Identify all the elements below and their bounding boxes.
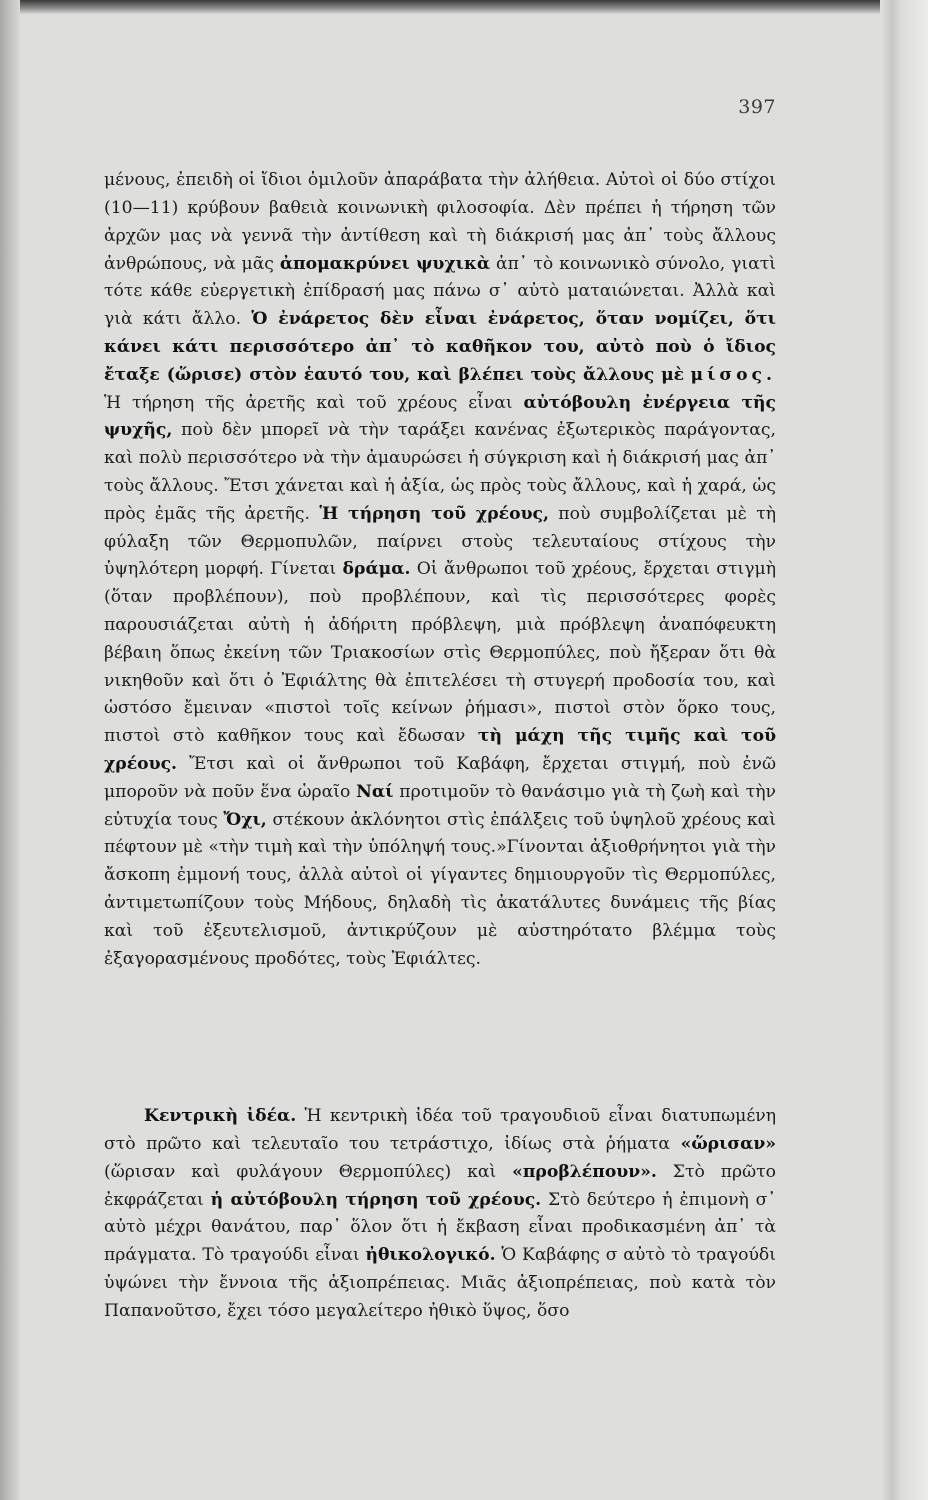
bold-phrase: Ἡ τήρηση τοῦ χρέους, xyxy=(319,503,549,524)
text-run: μένους, ἐπειδὴ οἱ ἴδιοι ὁμιλοῦν ἀπαράβατα τὴν ἀλήθεια. Αὐτοὶ οἱ δύο στίχοι (10—11) κρύβουν βαθειὰ κοινωνικὴ φιλοσοφία. Δὲν πρέπει ἡ τήρηση τῶν ἀρχῶν μας νὰ γεννᾶ τὴν ἀντίθεση καὶ τὴ διάκρισή μας ἀπ᾽ τοὺς ἄλλους ἀνθρώπους, νὰ μᾶς xyxy=(104,170,776,274)
section-heading-central-idea: Κεντρικὴ ἰδέα. xyxy=(144,1106,297,1127)
text-run: Ἡ κεντρικὴ ἰδέα τοῦ τραγουδιοῦ εἶναι διατυπωμένη στὸ πρῶτο καὶ τελευταῖο του τετράστιχο, ἰδίως στὰ ῥήματα xyxy=(104,1106,776,1154)
bold-phrase: Ναί xyxy=(356,781,394,802)
scan-left-edge-shadow xyxy=(0,0,20,1500)
bold-phrase: αὐτόβουλη ἐνέργεια τῆς ψυχῆς, xyxy=(104,392,776,441)
bold-phrase: ἡ αὐτόβουλη τήρηση τοῦ χρέους. xyxy=(210,1189,542,1210)
text-run: ἀπ᾽ τὸ κοινωνικὸ σύνολο, γιατὶ τότε κάθε εὐεργετικὴ ἐπίδρασή μας πάνω σ᾽ αὐτὸ ματαιώνεται. Ἀλλὰ καὶ γιὰ κάτι ἄλλο. xyxy=(104,253,776,330)
text-run: Στὸ δεύτερο ἡ ἐπιμονὴ σ᾽ αὐτὸ μέχρι θανάτου, παρ᾽ ὅλον ὅτι ἡ ἔκβαση εἶναι προδικασμένη ἀπ᾽ τὰ πράγματα. Τὸ τραγούδι εἶναι xyxy=(104,1189,776,1266)
page-number: 397 xyxy=(738,96,776,118)
bold-phrase: «προβλέπουν». xyxy=(512,1161,657,1182)
text-run: Ὁ Καβάφης σ αὐτὸ τὸ τραγούδι ὑψώνει τὴν ἔννοια τῆς ἀξιοπρέπειας. Μιᾶς ἀξιοπρέπειας, ποὺ κατὰ τὸν Παπανοῦτσο, ἔχει τόσο μεγαλείτερο ἠθικὸ ὕψος, ὅσο xyxy=(104,1245,776,1321)
text-run: Ἔτσι καὶ οἱ ἄνθρωποι τοῦ Καβάφη, ἔρχεται στιγμή, ποὺ ἐνῶ μποροῦν νὰ ποῦν ἕνα ὡραῖο xyxy=(104,753,776,802)
scan-right-edge-fold xyxy=(880,0,928,1500)
text-run: στέκουν ἀκλόνητοι στὶς ἐπάλξεις τοῦ ὑψηλοῦ χρέους καὶ πέφτουν μὲ «τὴν τιμὴ καὶ τὴν ὑπόληψή τους.»Γίνονται ἀξιοθρήνητοι γιὰ τὴν ἄσκοπη ἐμμονή τους, ἀλλὰ αὐτοὶ οἱ γίγαντες δημιουργοῦν τὶς Θερμοπύλες, ἀντιμετωπίζουν τοὺς Μήδους, δηλαδὴ τὶς ἀκατάλυτες δυνάμεις τῆς βίας καὶ τοῦ ἐξευτελισμοῦ, ἀντικρύζουν μὲ αὐστηρότατο βλέμμα τοὺς ἐξαγορασμένους προδότες, τοὺς Ἐφιάλτες. xyxy=(104,809,776,969)
bold-phrase: ἀπομακρύνει ψυχικὰ xyxy=(279,253,491,274)
bold-phrase: Ὄχι, xyxy=(223,809,267,830)
text-run: ποὺ δὲν μπορεῖ νὰ τὴν ταράξει κανένας ἐξωτερικὸς παράγοντας, καὶ πολὺ περισσότερο νὰ τὴν ἀμαυρώσει ἡ σύγκριση καὶ ἡ διάκρισή μας ἀπ᾽ τοὺς ἄλλους. Ἔτσι χάνεται καὶ ἡ ἀξία, ὡς πρὸς τοὺς ἄλλους, καὶ ἡ χαρά, ὡς πρὸς ἐμᾶς τῆς ἀρετῆς. xyxy=(104,420,776,524)
bold-spaced-word: μίσος. xyxy=(690,364,776,385)
bold-phrase: δράμα. xyxy=(342,559,411,580)
book-page xyxy=(104,86,776,1466)
text-run: Οἱ ἄνθρωποι τοῦ χρέους, ἔρχεται στιγμὴ (ὅταν προβλέπουν), ποὺ προβλέπουν, καὶ τὶς περισσότερες φορὲς παρουσιάζεται αὐτὴ ἡ ἀδήριτη πρόβλεψη, μιὰ πρόβλεψη ἀναπόφευκτη βέβαιη ὅπως ἐκείνη τῶν Τριακοσίων στὶς Θερμοπύλες, ποὺ ἤξεραν ὅτι θὰ νικηθοῦν καὶ ὅτι ὁ Ἐφιάλτης θὰ ἐπιτελέσει τὴ στυγερή προδοσία του, καὶ ὡστόσο ἔμειναν «πιστοὶ τοῖς κείνων ῥήμασι», πιστοὶ στὸν ὅρκο τους, πιστοὶ στὸ καθῆκον τους καὶ ἔδωσαν xyxy=(104,559,776,747)
bold-phrase: «ὥρισαν» xyxy=(680,1133,776,1154)
paragraph-central-idea xyxy=(104,1103,776,1325)
text-run: (ὥρισαν καὶ φυλάγουν Θερμοπύλες) καὶ xyxy=(104,1161,513,1182)
text-run: ποὺ συμβολίζεται μὲ τὴ φύλαξη τῶν Θερμοπυλῶν, παίρνει στοὺς τελευταίους στίχους τὴν ὑψηλότερη μορφή. Γίνεται xyxy=(104,503,777,580)
scan-top-edge-shadow xyxy=(0,0,928,14)
paragraph-thermopylae-commentary xyxy=(104,167,776,973)
text-run: Στὸ πρῶτο ἐκφράζεται xyxy=(104,1161,776,1210)
text-run: προτιμοῦν τὸ θανάσιμο γιὰ τὴ ζωὴ καὶ τὴν εὐτυχία τους xyxy=(104,781,776,830)
text-run: Ἡ τήρηση τῆς ἀρετῆς καὶ τοῦ χρέους εἶναι xyxy=(104,392,524,413)
bold-phrase: τὴ μάχη τῆς τιμῆς καὶ τοῦ χρέους. xyxy=(104,726,776,774)
bold-phrase: Ὁ ἐνάρετος δὲν εἶναι ἐνάρετος, ὅταν νομίζει, ὅτι κάνει κάτι περισσότερο ἀπ᾽ τὸ καθῆκον του, αὐτὸ ποὺ ὁ ἴδιος ἔταξε (ὥρισε) στὸν ἑαυτό του, καὶ βλέπει τοὺς ἄλλους μὲ xyxy=(104,309,776,385)
bold-phrase: ἠθικολογικό. xyxy=(365,1245,496,1266)
